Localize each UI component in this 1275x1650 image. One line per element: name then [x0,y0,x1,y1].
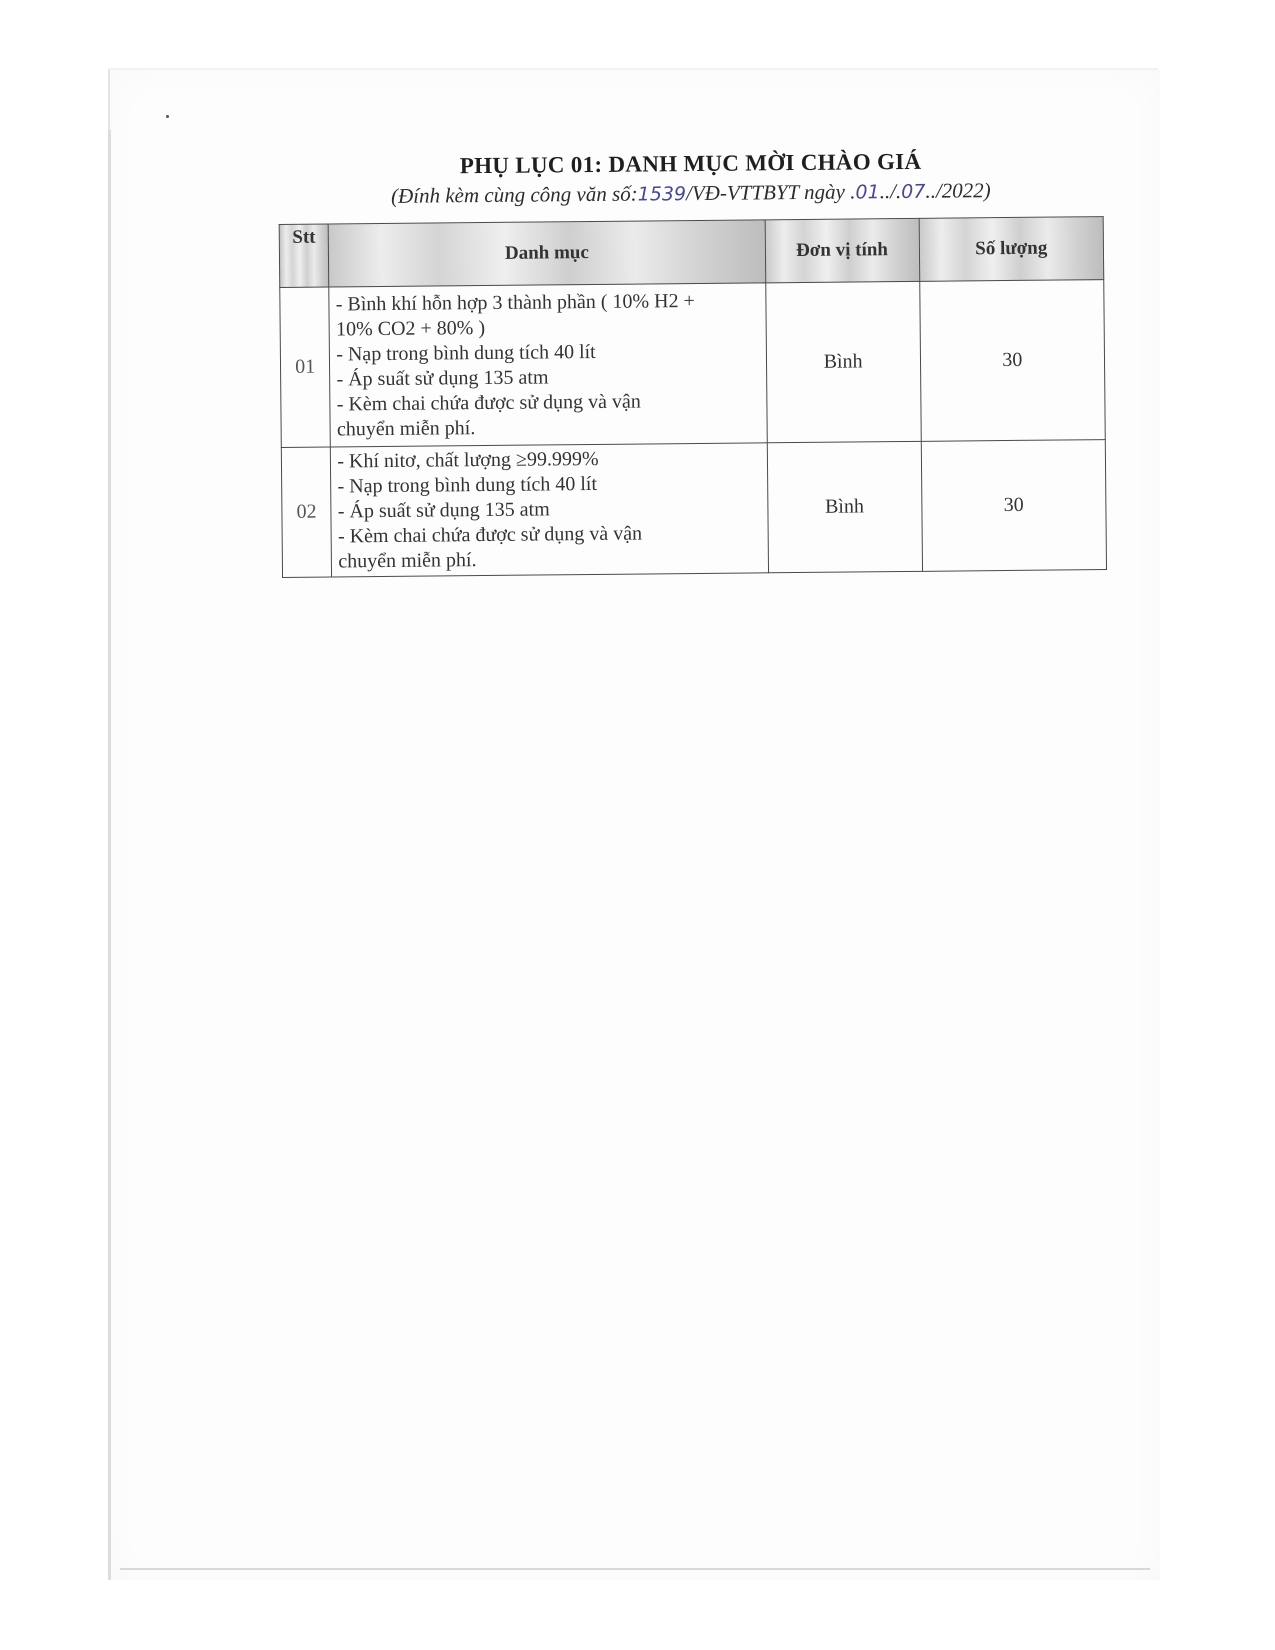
item-line: - Kèm chai chứa được sử dụng và vận [336,390,641,415]
subtitle-date-sep: ../. [879,179,902,204]
table-header-row [279,217,1104,288]
document-content [278,147,1107,578]
row-stt: 02 [281,447,332,577]
item-line: 10% CO2 + 80% ) [335,316,486,340]
document-title: PHỤ LỤC 01: DANH MỤC MỜI CHÀO GIÁ [459,148,922,179]
row-unit: Bình [767,441,922,572]
header-stt: Stt [279,224,329,287]
row-quantity: 30 [919,280,1105,442]
paper-left-edge [108,130,111,1580]
table-row [281,440,1106,578]
row-item-description [329,283,767,447]
subtitle-prefix: (Đính kèm cùng công văn số: [390,181,638,208]
item-line: - Áp suất sử dụng 135 atm [336,365,549,390]
dust-speck [166,115,169,118]
item-line: - Khí nitơ, chất lượng ≥99.999% [337,447,599,473]
row-unit: Bình [765,281,921,442]
item-line: - Nạp trong bình dung tích 40 lít [337,472,598,498]
item-line: - Kèm chai chứa được sử dụng và vận [337,522,643,548]
item-line: chuyển miễn phí. [336,416,476,440]
row-stt: 01 [280,287,331,447]
paper-bottom-edge [120,1568,1150,1570]
subtitle-suffix: ../2022) [925,178,991,203]
item-line: chuyển miễn phí. [338,549,477,573]
row-quantity: 30 [921,440,1107,572]
handwritten-month: 07 [901,180,926,204]
subtitle-middle: /VĐ-VTTBYT ngày . [685,179,856,206]
item-line: - Nạp trong bình dung tích 40 lít [336,340,596,365]
catalog-table [279,216,1107,578]
item-line: - Áp suất sử dụng 135 atm [337,498,550,523]
header-quantity: Số lượng [919,217,1104,282]
row-item-description [331,443,768,577]
document-subtitle [278,177,1103,210]
item-line: - Bình khí hỗn hợp 3 thành phần ( 10% H2 + [335,289,695,315]
handwritten-doc-number: 1539 [637,183,687,206]
handwritten-day: 01 [855,181,880,204]
header-unit: Đơn vị tính [765,218,920,282]
header-item: Danh mục [329,220,766,287]
table-row [280,280,1105,448]
